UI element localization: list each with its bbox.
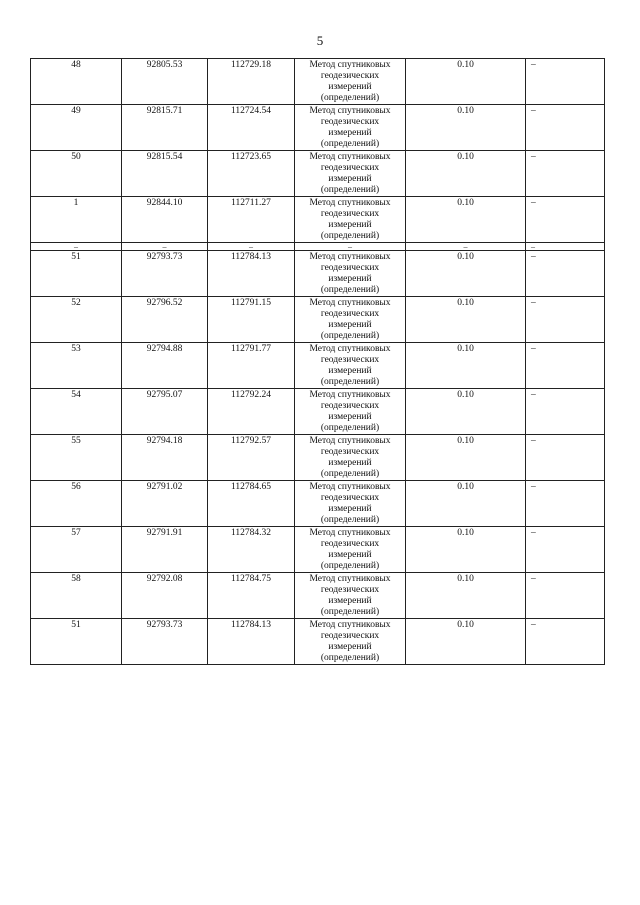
cell-x: 92793.73 <box>122 619 208 665</box>
cell-accuracy: 0.10 <box>406 251 526 297</box>
cell-point-number: 52 <box>31 297 122 343</box>
method-line: (определений) <box>320 93 380 103</box>
cell-y: 112784.13 <box>208 619 295 665</box>
cell-accuracy: 0.10 <box>406 105 526 151</box>
cell-accuracy: 0.10 <box>406 297 526 343</box>
cell-note: – <box>526 151 605 197</box>
cell-y: 112791.77 <box>208 343 295 389</box>
method-line: (определений) <box>320 185 380 195</box>
cell-note: – <box>526 619 605 665</box>
method-line: (определений) <box>320 653 380 663</box>
cell-method <box>295 573 406 619</box>
separator-cell: – <box>406 243 526 251</box>
cell-point-number: 56 <box>31 481 122 527</box>
cell-point-number: 57 <box>31 527 122 573</box>
method-line: Метод спутниковых <box>309 60 391 70</box>
separator-cell: – <box>295 243 406 251</box>
cell-x: 92794.88 <box>122 343 208 389</box>
separator-cell: – <box>526 243 605 251</box>
method-line: геодезических <box>320 71 380 81</box>
method-line: измерений <box>328 596 372 606</box>
cell-method <box>295 435 406 481</box>
cell-point-number: 51 <box>31 251 122 297</box>
method-line: Метод спутниковых <box>309 574 391 584</box>
table-row <box>31 105 605 151</box>
method-line: (определений) <box>320 377 380 387</box>
cell-accuracy: 0.10 <box>406 389 526 435</box>
cell-note: – <box>526 197 605 243</box>
cell-method <box>295 343 406 389</box>
table-row <box>31 251 605 297</box>
cell-note: – <box>526 389 605 435</box>
cell-accuracy: 0.10 <box>406 481 526 527</box>
method-line: Метод спутниковых <box>309 390 391 400</box>
method-line: Метод спутниковых <box>309 436 391 446</box>
table-row <box>31 481 605 527</box>
cell-x: 92792.08 <box>122 573 208 619</box>
method-line: измерений <box>328 82 372 92</box>
cell-accuracy: 0.10 <box>406 527 526 573</box>
method-line: Метод спутниковых <box>309 198 391 208</box>
method-line: Метод спутниковых <box>309 152 391 162</box>
cell-point-number: 54 <box>31 389 122 435</box>
cell-y: 112792.24 <box>208 389 295 435</box>
cell-method <box>295 527 406 573</box>
method-line: (определений) <box>320 331 380 341</box>
coordinates-table <box>30 58 605 665</box>
cell-method <box>295 389 406 435</box>
cell-accuracy: 0.10 <box>406 619 526 665</box>
cell-point-number: 48 <box>31 59 122 105</box>
cell-method <box>295 251 406 297</box>
cell-note: – <box>526 251 605 297</box>
cell-note: – <box>526 343 605 389</box>
cell-point-number: 55 <box>31 435 122 481</box>
cell-x: 92791.02 <box>122 481 208 527</box>
cell-y: 112784.32 <box>208 527 295 573</box>
table-row <box>31 297 605 343</box>
method-line: (определений) <box>320 423 380 433</box>
cell-note: – <box>526 481 605 527</box>
method-line: Метод спутниковых <box>309 482 391 492</box>
cell-point-number: 49 <box>31 105 122 151</box>
cell-x: 92796.52 <box>122 297 208 343</box>
method-line: Метод спутниковых <box>309 528 391 538</box>
method-line: геодезических <box>320 209 380 219</box>
method-line: геодезических <box>320 447 380 457</box>
method-line: геодезических <box>320 117 380 127</box>
cell-y: 112724.54 <box>208 105 295 151</box>
cell-accuracy: 0.10 <box>406 435 526 481</box>
method-line: измерений <box>328 550 372 560</box>
method-line: измерений <box>328 412 372 422</box>
cell-note: – <box>526 527 605 573</box>
table-row <box>31 573 605 619</box>
cell-y: 112784.75 <box>208 573 295 619</box>
method-line: Метод спутниковых <box>309 344 391 354</box>
method-line: измерений <box>328 274 372 284</box>
cell-method <box>295 105 406 151</box>
method-line: (определений) <box>320 607 380 617</box>
cell-x: 92815.54 <box>122 151 208 197</box>
method-line: измерений <box>328 458 372 468</box>
cell-method <box>295 151 406 197</box>
page-number: 5 <box>316 33 324 48</box>
cell-method <box>295 297 406 343</box>
cell-y: 112792.57 <box>208 435 295 481</box>
cell-x: 92805.53 <box>122 59 208 105</box>
cell-x: 92794.18 <box>122 435 208 481</box>
cell-accuracy: 0.10 <box>406 59 526 105</box>
method-line: (определений) <box>320 139 380 149</box>
method-line: измерений <box>328 128 372 138</box>
cell-note: – <box>526 435 605 481</box>
table-row <box>31 389 605 435</box>
method-line: (определений) <box>320 285 380 295</box>
method-line: Метод спутниковых <box>309 106 391 116</box>
method-line: измерений <box>328 366 372 376</box>
cell-method <box>295 197 406 243</box>
cell-y: 112711.27 <box>208 197 295 243</box>
cell-method <box>295 481 406 527</box>
method-line: измерений <box>328 220 372 230</box>
cell-x: 92795.07 <box>122 389 208 435</box>
method-line: (определений) <box>320 231 380 241</box>
cell-note: – <box>526 297 605 343</box>
separator-row <box>31 243 605 251</box>
method-line: (определений) <box>320 469 380 479</box>
cell-accuracy: 0.10 <box>406 151 526 197</box>
table-row <box>31 343 605 389</box>
cell-method <box>295 59 406 105</box>
cell-point-number: 51 <box>31 619 122 665</box>
cell-point-number: 53 <box>31 343 122 389</box>
method-line: (определений) <box>320 515 380 525</box>
cell-note: – <box>526 573 605 619</box>
table-row <box>31 151 605 197</box>
cell-y: 112784.65 <box>208 481 295 527</box>
method-line: геодезических <box>320 263 380 273</box>
method-line: геодезических <box>320 539 380 549</box>
method-line: измерений <box>328 320 372 330</box>
method-line: Метод спутниковых <box>309 252 391 262</box>
separator-cell: – <box>122 243 208 251</box>
method-line: (определений) <box>320 561 380 571</box>
cell-x: 92793.73 <box>122 251 208 297</box>
table-row <box>31 619 605 665</box>
table-row <box>31 527 605 573</box>
table-row <box>31 435 605 481</box>
method-line: геодезических <box>320 631 380 641</box>
method-line: геодезических <box>320 355 380 365</box>
cell-y: 112723.65 <box>208 151 295 197</box>
cell-accuracy: 0.10 <box>406 573 526 619</box>
cell-point-number: 1 <box>31 197 122 243</box>
cell-x: 92815.71 <box>122 105 208 151</box>
table-row <box>31 197 605 243</box>
separator-cell: – <box>208 243 295 251</box>
cell-y: 112784.13 <box>208 251 295 297</box>
table-row <box>31 59 605 105</box>
method-line: измерений <box>328 642 372 652</box>
cell-accuracy: 0.10 <box>406 197 526 243</box>
cell-method <box>295 619 406 665</box>
method-line: измерений <box>328 504 372 514</box>
cell-note: – <box>526 105 605 151</box>
method-line: геодезических <box>320 163 380 173</box>
method-line: Метод спутниковых <box>309 298 391 308</box>
method-line: геодезических <box>320 401 380 411</box>
method-line: геодезических <box>320 309 380 319</box>
method-line: геодезических <box>320 493 380 503</box>
cell-x: 92844.10 <box>122 197 208 243</box>
method-line: геодезических <box>320 585 380 595</box>
cell-x: 92791.91 <box>122 527 208 573</box>
cell-accuracy: 0.10 <box>406 343 526 389</box>
cell-note: – <box>526 59 605 105</box>
cell-y: 112791.15 <box>208 297 295 343</box>
method-line: Метод спутниковых <box>309 620 391 630</box>
separator-cell: – <box>31 243 122 251</box>
cell-point-number: 58 <box>31 573 122 619</box>
cell-point-number: 50 <box>31 151 122 197</box>
cell-y: 112729.18 <box>208 59 295 105</box>
method-line: измерений <box>328 174 372 184</box>
